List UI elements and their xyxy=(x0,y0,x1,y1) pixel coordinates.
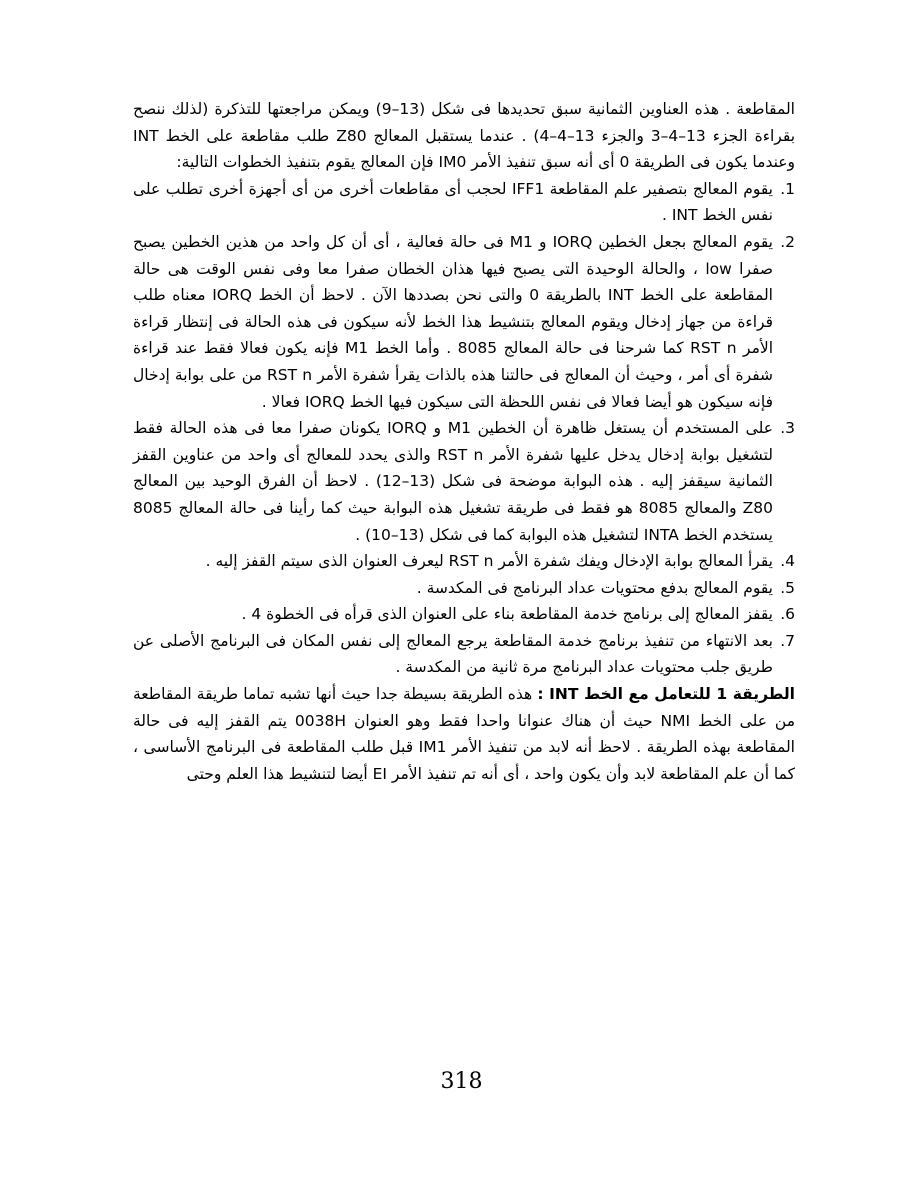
step-text: على المستخدم أن يستغل ظاهرة أن الخطين M1 و IORQ يكونان صفرا معا فى هذه الحالة فقط لتشغيل بوابة إدخال يدخل عليها شفرة الأمر RST n والذى يحدد للمعالج أى واحد من عناوين القفز الثمانية سيقفز إليه . هذه البوابة موضحة فى شكل (13–12) . لاحظ أن الفرق الوحيد بين المعالج Z80 والمعالج 8085 هو فقط فى طريقة تشغيل هذه البوابة حيث كما رأينا فى حالة المعالج 8085 يستخدم الخط INTA لتشغيل هذه البوابة كما فى شكل (13–10) . xyxy=(133,419,773,544)
intro-paragraph: المقاطعة . هذه العناوين الثمانية سبق تحديدها فى شكل (13–9) ويمكن مراجعتها للتذكرة (لذلك ننصح بقراءة الجزء 13–4–3 والجزء 13–4–4) . عندما يستقبل المعالج Z80 طلب مقاطعة على الخط INT وعندما يكون فى الطريقة 0 أى أنه سبق تنفيذ الأمر IM0 فإن المعالج يقوم بتنفيذ الخطوات التالية: xyxy=(133,100,796,172)
step-number: 4. xyxy=(780,552,795,571)
page-body xyxy=(133,96,795,787)
step-number: 6. xyxy=(780,605,795,624)
method1-text: هذه الطريقة بسيطة جدا حيث أنها تشبه تماما طريقة المقاطعة من على الخط NMI حيث أن هناك عنوانا واحدا فقط وهو العنوان 0038H يتم القفز إليه فى حالة المقاطعة بهذه الطريقة . لاحظ أنه لابد من تنفيذ الأمر IM1 قبل طلب المقاطعة فى البرنامج الأساسى ، كما أن علم المقاطعة لابد وأن يكون واحد ، أى أنه تم تنفيذ الأمر EI أيضا لتنشيط هذا العلم وحتى xyxy=(133,685,795,783)
method1-paragraph xyxy=(133,681,795,787)
step-number: 7. xyxy=(780,631,795,650)
step-number: 3. xyxy=(780,419,795,438)
step-text: يقفز المعالج إلى برنامج خدمة المقاطعة بناء على العنوان الذى قرأه فى الخطوة 4 . xyxy=(241,605,773,624)
step-number: 5. xyxy=(780,578,795,597)
step-item xyxy=(133,415,795,548)
step-text: يقوم المعالج بجعل الخطين IORQ و M1 فى حالة فعالية ، أى أن كل واحد من هذين الخطين يصبح صفرا low ، والحالة الوحيدة التى يصبح فيها هذان الخطان صفرا معا وفى نفس الوقت هى حالة المقاطعة على الخط INT بالطريقة 0 والتى نحن بصددها الآن . لاحظ أن الخط IORQ معناه طلب قراءة من جهاز إدخال ويقوم المعالج بتنشيط هذا الخط لأنه سيكون فى هذه الحالة فى إنتظار قراءة الأمر RST n كما شرحنا فى حالة المعالج 8085 . وأما الخط M1 فإنه يكون فعالا فقط عند قراءة شفرة أى أمر ، وحيث أن المعالج فى حالتنا هذه بالذات يقرأ شفرة الأمر RST n من على بوابة إدخال فإنه سيكون هو أيضا فعالا فى نفس اللحظة التى سيكون فيها الخط IORQ فعالا . xyxy=(133,232,774,411)
step-number: 1. xyxy=(780,179,795,198)
page-number: 318 xyxy=(440,1069,483,1094)
step-text: يقرأ المعالج بوابة الإدخال ويفك شفرة الأمر RST n ليعرف العنوان الذى سيتم القفز إليه . xyxy=(205,552,773,571)
step-item xyxy=(133,575,795,602)
step-item xyxy=(133,176,795,229)
step-item xyxy=(133,229,795,415)
step-text: يقوم المعالج بتصفير علم المقاطعة IFF1 لحجب أى مقاطعات أخرى من أى أجهزة أخرى تطلب على نفس الخط INT . xyxy=(133,179,773,225)
step-text: يقوم المعالج بدفع محتويات عداد البرنامج فى المكدسة . xyxy=(416,578,773,597)
step-item xyxy=(133,548,795,575)
step-text: بعد الانتهاء من تنفيذ برنامج خدمة المقاطعة يرجع المعالج إلى نفس المكان فى البرنامج الأصلى عن طريق جلب محتويات عداد البرنامج مرة ثانية من المكدسة . xyxy=(133,631,773,677)
step-item xyxy=(133,628,795,681)
method1-heading: الطريقة 1 للتعامل مع الخط INT : xyxy=(537,685,795,704)
step-item xyxy=(133,601,795,628)
step-number: 2. xyxy=(780,232,795,251)
